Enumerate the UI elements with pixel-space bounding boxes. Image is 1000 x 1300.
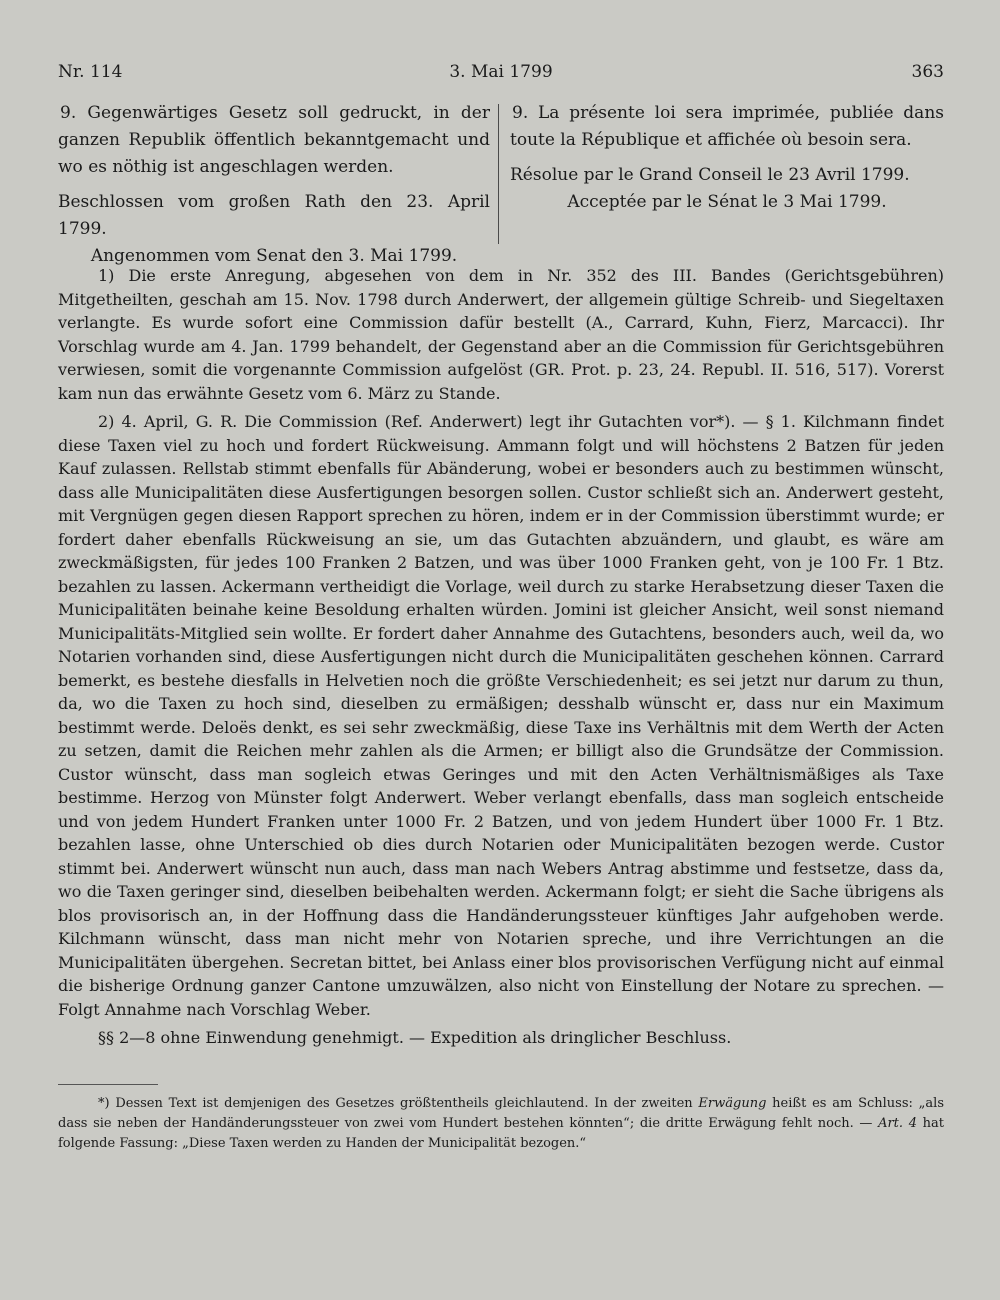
document-number: Nr. 114 [58,62,123,82]
french-article-9: 9. La présente loi sera imprimée, publiée dans toute la République et affichée où besoin sera. [510,103,944,150]
page-number: 363 [911,62,944,82]
editorial-notes [58,264,944,1050]
note-2: 2) 4. April, G. R. Die Commission (Ref. Anderwert) legt ihr Gutachten vor*). — § 1. Kilchmann findet diese Taxen viel zu hoch und fordert Rückweisung. Ammann folgt und will höchstens 2 Batzen für jeden Kauf zulassen. Rellstab stimmt ebenfalls für Abänderung, wobei er besonders auch zu bestimmen wünscht, dass alle Municipalitäten diese Ausfertigungen besorgen sollen. Custor schließt sich an. Anderwert gesteht, mit Vergnügen gegen diesen Rapport sprechen zu hören, indem er in der Commission überstimmt wurde; er fordert daher ebenfalls Rückweisung an sie, um das Gutachten abzuändern, und glaubt, es wäre am zweckmäßigsten, für jedes 100 Franken 2 Batzen, und was über 1000 Franken geht, von je 100 Fr. 1 Btz. bezahlen zu lassen. Ackermann vertheidigt die Vorlage, weil durch zu starke Herabsetzung dieser Taxen die Municipalitäten beinahe keine Besoldung erhalten würden. Jomini ist gleicher Ansicht, weil sonst niemand Municipalitäts-Mitglied sein wollte. Er fordert daher Annahme des Gutachtens, besonders auch, weil da, wo Notarien vorhanden sind, diese Ausfertigungen nicht durch die Municipalitäten geschehen können. Carrard bemerkt, es bestehe diesfalls in Helvetien noch die größte Verschiedenheit; es sei jetzt nur darum zu thun, da, wo die Taxen zu hoch sind, dieselben zu ermäßigen; desshalb wünscht er, dass nur ein Maximum bestimmt werde. Deloës denkt, es sei sehr zweckmäßig, diese Taxe ins Verhältnis mit dem Werth der Acten zu setzen, damit die Reichen mehr zahlen als die Armen; er billigt also die Grundsätze der Commission. Custor wünscht, dass man sogleich etwas Geringes und mit den Acten Verhältnismäßiges als Taxe bestimme. Herzog von Münster folgt Anderwert. Weber verlangt ebenfalls, dass man sogleich entscheide und von jedem Hundert Franken unter 1000 Fr. 2 Batzen, und von jedem Hundert über 1000 Fr. 1 Btz. bezahlen lasse, ohne Unterschied ob dies durch Notarien oder Municipalitäten bezogen werde. Custor stimmt bei. Anderwert wünscht nun auch, dass man nach Webers Antrag abstimme und festsetze, dass da, wo die Taxen geringer sind, dieselben beibehalten werden. Ackermann folgt; er sieht die Sache übrigens als blos provisorisch an, in der Hoffnung dass die Handänderungssteuer künftiges Jahr aufgehoben werde. Kilchmann wünscht, dass man nicht mehr von Notarien spreche, und ihre Verrichtungen an die Municipalitäten übergehen. Secretan bittet, bei Anlass einer blos provisorischen Verfügung nicht auf einmal die bisherige Ordnung ganzer Cantone umzuwälzen, also nicht von Einstellung der Notare zu sprechen. — Folgt Annahme nach Vorschlag Weber. [58,412,944,1019]
french-column [510,100,944,216]
footnote-article-ref: Art. 4 [878,1116,917,1131]
running-head [58,62,944,86]
german-accepted-line: Angenommen vom Senat den 3. Mai 1799. [90,246,458,266]
column-divider [498,104,499,244]
french-accepted-line: Acceptée par le Sénat le 3 Mai 1799. [567,192,887,212]
german-column [58,100,490,270]
french-resolved-line: Résolue par le Grand Conseil le 23 Avril 1799. [510,165,910,185]
footnote-text [58,1094,944,1154]
footnote-rule [58,1084,158,1085]
footnote-mid: heißt es am Schluss: „als dass sie neben der Handänderungssteuer von zwei vom Hundert bestehen könnten“; die dritte Erwägung fehlt noch. — [58,1096,944,1131]
bilingual-columns [58,100,944,266]
note-1: 1) Die erste Anregung, abgesehen von dem in Nr. 352 des III. Bandes (Gerichtsgebühren) Mitgetheilten, geschah am 15. Nov. 1798 durch Anderwert, der allgemein gültige Schreib- und Siegeltaxen verlangte. Es wurde sofort eine Commission dafür bestellt (A., Carrard, Kuhn, Fierz, Marcacci). Ihr Vorschlag wurde am 4. Jan. 1799 behandelt, der Gegenstand aber an die Commission für Gerichtsgebühren verwiesen, somit die vorgenannte Commission aufgelöst (GR. Prot. p. 23, 24. Republ. II. 516, 517). Vorerst kam nun das erwähnte Gesetz vom 6. März zu Stande. [58,266,944,403]
document-date: 3. Mai 1799 [449,62,553,82]
note-3: §§ 2—8 ohne Einwendung genehmigt. — Expedition als dringlicher Beschluss. [98,1028,732,1047]
footnote-lead: *) Dessen Text ist demjenigen des Gesetzes größtentheils gleichlautend. In der zweiten [98,1096,699,1111]
german-article-9: 9. Gegenwärtiges Gesetz soll gedruckt, in der ganzen Republik öffentlich bekanntgemacht und wo es nöthig ist angeschlagen werden. [58,103,490,177]
footnote-tail: hat folgende Fassung: „Diese Taxen werden zu Handen der Municipalität bezogen.“ [58,1116,944,1151]
footnote-erwaegung: Erwägung [698,1096,767,1111]
german-resolved-line: Beschlossen vom großen Rath den 23. April 1799. [58,192,490,239]
footnote [58,1094,944,1154]
